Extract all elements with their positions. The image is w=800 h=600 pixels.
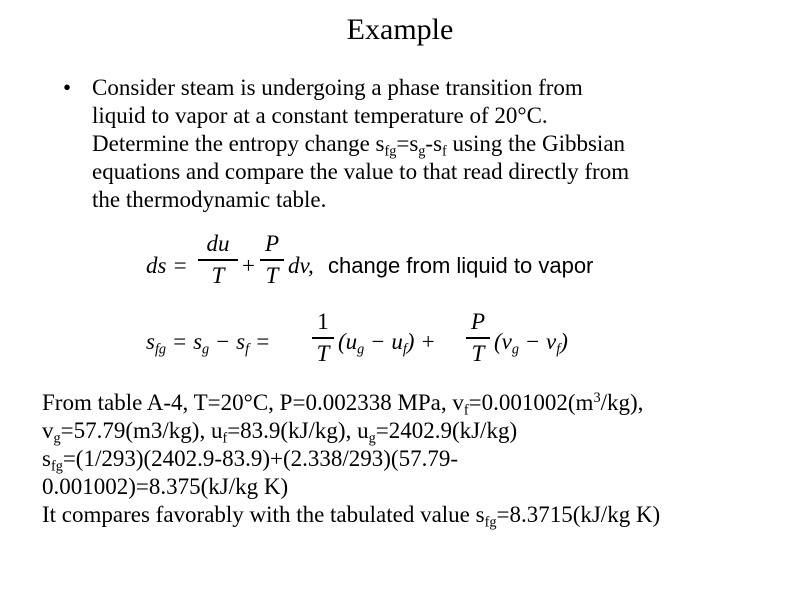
bullet-line-3: Determine the entropy change $s_{fg}=s_g-s_f$ using the Gibbsian [92, 131, 626, 160]
eq2-fraction-P-T: P T [466, 308, 490, 368]
eq1-caption: change from liquid to vapor [328, 253, 594, 278]
bullet-line-2: liquid to vapor at a constant temperature of 20°C. [92, 103, 548, 128]
eq1-fraction-du-T: du T [198, 230, 238, 290]
bullet-line-1: Consider steam is undergoing a phase transition from [92, 75, 583, 100]
bullet-line-5: the thermodynamic table. [92, 187, 327, 212]
eq2-lhs: $s_{fg} = s_g - s_f$ = [146, 329, 271, 358]
slide-title: Example [346, 13, 454, 46]
bullet-text [92, 74, 732, 214]
solution-line-3: $s_{fg}=(1/293)(2402.9-83.9)+(2.338/293)(57.79-$ [42, 446, 458, 475]
eq2-u-difference: $(u_g - u_f)$ + [338, 329, 436, 358]
solution-text [42, 389, 782, 529]
eq1-dv: dv, [288, 253, 314, 278]
bullet-icon: • [62, 75, 72, 100]
solution-line-1: From table A-4, T=20°C, P=0.002338 MPa, $v_f=0.001002(m^3/kg)$, [42, 390, 644, 419]
solution-line-2: $v_g=57.79(m3/kg)$, $u_f=83.9(kJ/kg)$, $u_g=2402.9(kJ/kg)$ [42, 418, 518, 447]
solution-line-5: It compares favorably with the tabulated value $s_{fg}=8.3715(kJ/kg$ K) [42, 502, 661, 531]
eq1-lhs: ds = [146, 253, 188, 278]
eq1-plus: + [242, 253, 255, 278]
eq1-fraction-P-T: P T [260, 230, 284, 290]
eq2-v-difference: $(v_g - v_f)$ [494, 329, 568, 358]
solution-line-4: 0.001002)=8.375(kJ/kg K) [42, 474, 289, 499]
eq2-fraction-1-T: 1 T [312, 308, 334, 368]
bullet-line-4: equations and compare the value to that read directly from [92, 159, 630, 184]
